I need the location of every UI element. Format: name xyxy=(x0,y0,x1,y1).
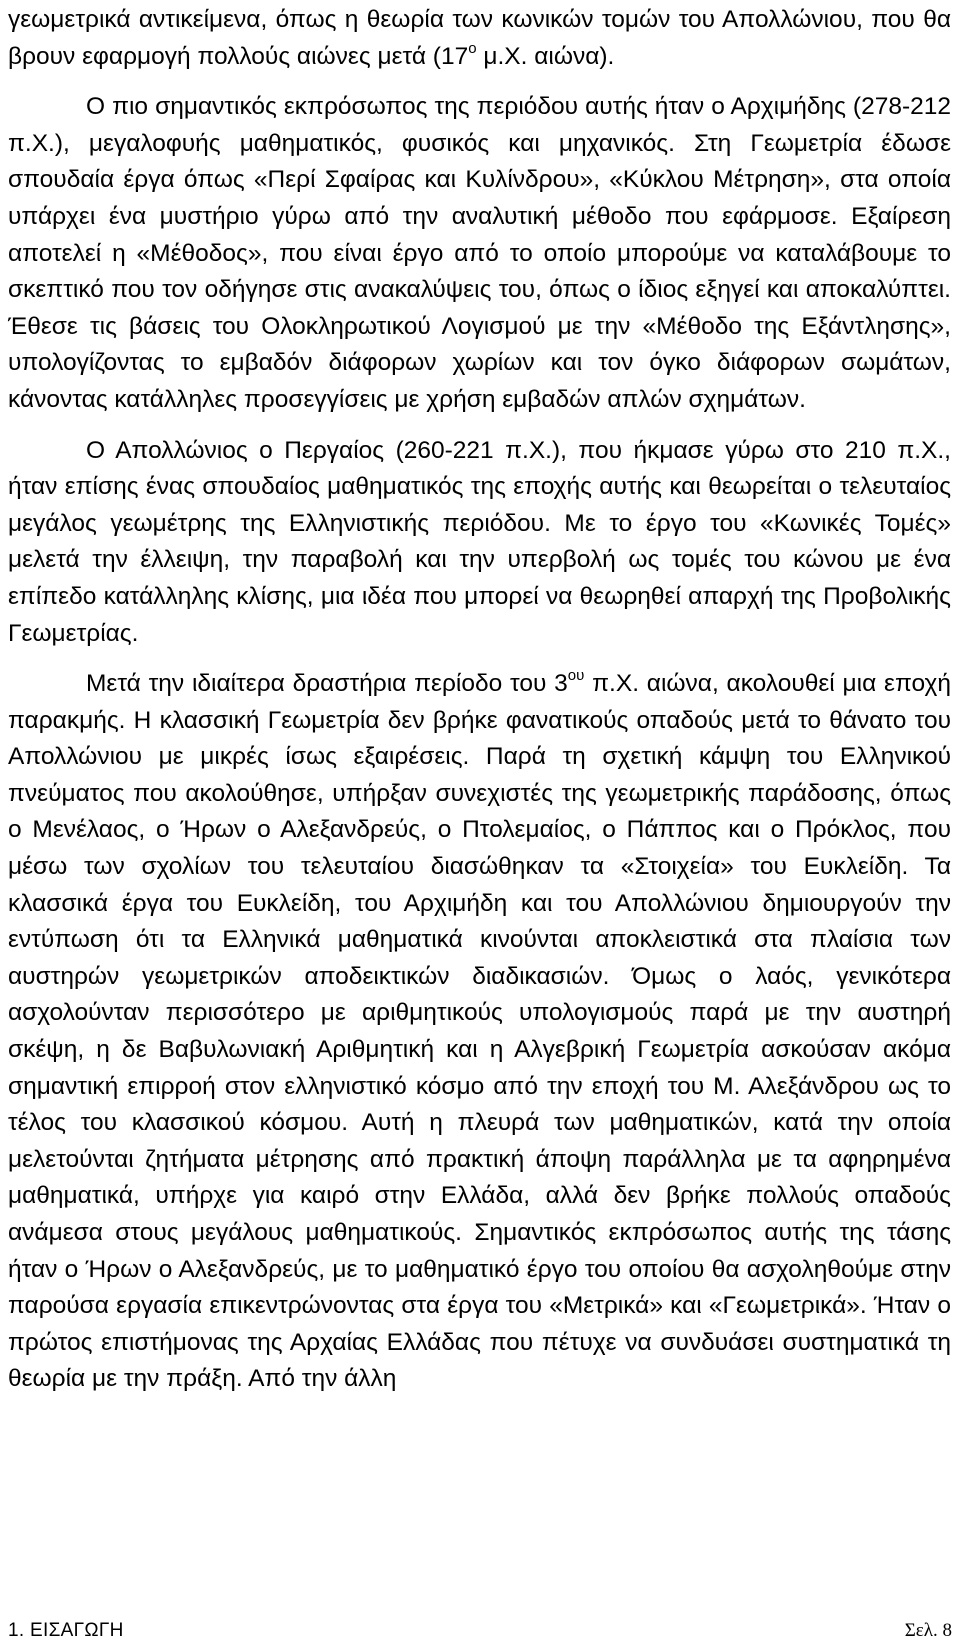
text-run: π.Χ. αιώνα, ακολουθεί μια εποχή παρακμής. Η κλασσική Γεωμετρία δεν βρήκε φανατικούς οπαδούς μετά το θάνατο του Απολλώνιου με μικρές ίσως εξαιρέσεις. Παρά τη σχετική κάμψη του Ελληνικού πνεύματος που ακολούθησε, υπήρξαν συνεχιστές της γεωμετρικής παράδοσης, όπως ο Μενέλαος, ο Ήρων ο Αλεξανδρεύς, ο Πτολεμαίος, ο Πάππος και ο Πρόκλος, που μέσω των σχολίων του τελευταίου διασώθηκαν τα «Στοιχεία» του Ευκλείδη. Τα κλασσικά έργα του Ευκλείδη, του Αρχιμήδη και του Απολλώνιου δημιουργούν την εντύπωση ότι τα Ελληνικά μαθηματικά κινούνται αποκλειστικά στα πλαίσια των αυστηρών γεωμετρικών αποδεικτικών διαδικασιών. Όμως ο λαός, γενικότερα ασχολούνταν περισσότερο με αριθμητικούς υπολογισμούς παρά με την αυστηρή σκέψη, η δε Βαβυλωνιακή Αριθμητική και η Αλγεβρική Γεωμετρία ασκούσαν ακόμα σημαντική επιρροή στον ελληνιστικό κόσμο από την εποχή του Μ. Αλεξάνδρου ως το τέλος του κλασσικού κόσμου. Αυτή η πλευρά των μαθηματικών, κατά την οποία μελετούνται ζητήματα μέτρησης από πρακτική άποψη παράλληλα με τα αφηρημένα μαθηματικά, υπήρχε για καιρό στην Ελλάδα, αλλά δεν βρήκε πολλούς οπαδούς ανάμεσα στους μεγάλους μαθηματικούς. Σημαντικός εκπρόσωπος αυτής της τάσης ήταν ο Ήρων ο Αλεξανδρεύς, με το μαθηματικό έργο του οποίου θα ασχοληθούμε στην παρούσα εργασία επικεντρώνοντας στα έργα του «Μετρικά» και «Γεωμετρικά». Ήταν ο πρώτος επιστήμονας της Αρχαίας Ελλάδας που πέτυχε να συνδυάσει συστηματικά τη θεωρία με την πράξη. Από την άλλη xyxy=(8,670,951,1393)
paragraph-intro-continuation xyxy=(8,2,951,75)
footer-page-number: Σελ. 8 xyxy=(904,1620,952,1641)
document-body xyxy=(8,0,951,1398)
superscript-ordinal: ο xyxy=(468,39,477,57)
text-run: γεωμετρικά αντικείμενα, όπως η θεωρία των κωνικών τομών του Απολλώνιου, που θα βρουν εφαρμογή πολλούς αιώνες μετά (17 xyxy=(8,6,951,70)
paragraph-archimedes: Ο πιο σημαντικός εκπρόσωπος της περιόδου αυτής ήταν ο Αρχιμήδης (278-212 π.Χ.), μεγαλοφυής μαθηματικός, φυσικός και μηχανικός. Στη Γεωμετρία έδωσε σπουδαία έργα όπως «Περί Σφαίρας και Κυλίνδρου», «Κύκλου Μέτρηση», στα οποία υπάρχει ένα μυστήριο γύρω από την αναλυτική μέθοδο που εφάρμοσε. Εξαίρεση αποτελεί η «Μέθοδος», που είναι έργο από το οποίο μπορούμε να καταλάβουμε το σκεπτικό που τον οδήγησε στις ανακαλύψεις του, όπως ο ίδιος εξηγεί και αποκαλύπτει. Έθεσε τις βάσεις του Ολοκληρωτικού Λογισμού με την «Μέθοδο της Εξάντλησης», υπολογίζοντας το εμβαδόν διάφορων χωρίων και τον όγκο διάφορων σωμάτων, κάνοντας κατάλληλες προσεγγίσεις με χρήση εμβαδών απλών σχημάτων. xyxy=(8,93,951,413)
text-run: Μετά την ιδιαίτερα δραστήρια περίοδο του 3 xyxy=(86,670,568,698)
footer-section-title: 1. ΕΙΣΑΓΩΓΗ xyxy=(8,1620,124,1641)
paragraph-apollonius: Ο Απολλώνιος ο Περγαίος (260-221 π.Χ.), που ήκμασε γύρω στο 210 π.Χ., ήταν επίσης ένας σπουδαίος μαθηματικός της εποχής αυτής και θεωρείται ο τελευταίος μεγάλος γεωμέτρης της Ελληνιστικής περιόδου. Με το έργο του «Κωνικές Τομές» μελετά την έλλειψη, την παραβολή και την υπερβολή ως τομές του κώνου με ένα επίπεδο κατάλληλης κλίσης, μια ιδέα που μπορεί να θεωρηθεί απαρχή της Προβολικής Γεωμετρίας. xyxy=(8,436,951,647)
paragraph-decline-period xyxy=(8,666,951,1398)
text-run: μ.Χ. αιώνα). xyxy=(476,42,615,70)
superscript-ordinal: ου xyxy=(567,667,585,685)
page-footer xyxy=(8,1620,952,1647)
